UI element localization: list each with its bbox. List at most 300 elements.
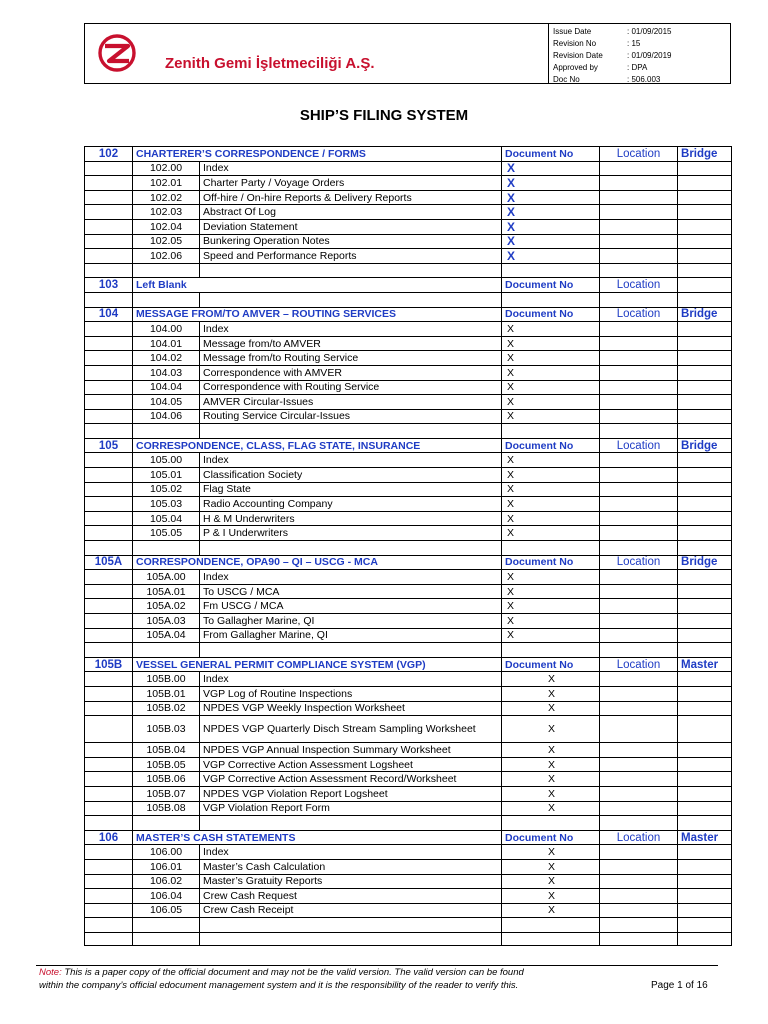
empty-cell <box>600 249 678 264</box>
empty-cell <box>678 161 732 176</box>
location-header: Location <box>600 657 678 672</box>
empty-cell <box>678 249 732 264</box>
item-name: Fm USCG / MCA <box>200 599 502 614</box>
item-name: Master’s Gratuity Reports <box>200 874 502 889</box>
empty-cell <box>600 757 678 772</box>
item-name: VGP Violation Report Form <box>200 801 502 816</box>
empty-cell <box>600 395 678 410</box>
item-number: 104.00 <box>133 322 200 337</box>
note-line-2: within the company’s official edocument management system and it is the responsibility of the reader to verify this. <box>39 980 519 991</box>
document-mark: X <box>502 161 600 176</box>
item-name: VGP Log of Routine Inspections <box>200 686 502 701</box>
empty-cell <box>678 599 732 614</box>
empty-cell <box>85 322 133 337</box>
document-no-header: Document No <box>502 147 600 162</box>
item-number: 105B.02 <box>133 701 200 716</box>
empty-cell <box>678 570 732 585</box>
empty-cell <box>600 482 678 497</box>
meta-label: Approved by <box>553 63 598 72</box>
empty-cell <box>678 801 732 816</box>
document-mark: X <box>502 336 600 351</box>
item-number: 105B.08 <box>133 801 200 816</box>
item-number: 104.04 <box>133 380 200 395</box>
item-number: 105.00 <box>133 453 200 468</box>
item-name: Abstract Of Log <box>200 205 502 220</box>
spacer-row <box>85 932 732 945</box>
table-row <box>85 757 732 772</box>
empty-cell <box>133 541 200 556</box>
logo-cell <box>85 24 549 83</box>
item-number: 105B.04 <box>133 743 200 758</box>
empty-cell <box>502 541 600 556</box>
item-name: To USCG / MCA <box>200 584 502 599</box>
empty-cell <box>85 365 133 380</box>
document-mark: X <box>502 903 600 918</box>
empty-cell <box>600 176 678 191</box>
table-row <box>85 497 732 512</box>
empty-cell <box>600 322 678 337</box>
empty-cell <box>85 511 133 526</box>
empty-cell <box>85 701 133 716</box>
empty-cell <box>678 874 732 889</box>
document-mark: X <box>502 468 600 483</box>
empty-cell <box>200 424 502 439</box>
zenith-logo-icon <box>97 33 137 73</box>
section-title: CORRESPONDENCE, CLASS, FLAG STATE, INSURANCE <box>133 438 502 453</box>
empty-cell <box>678 932 732 945</box>
empty-cell <box>600 468 678 483</box>
table-row <box>85 190 732 205</box>
empty-cell <box>600 874 678 889</box>
meta-label: Revision Date <box>553 51 603 60</box>
empty-cell <box>85 205 133 220</box>
spacer-row <box>85 424 732 439</box>
document-header <box>84 23 731 84</box>
empty-cell <box>85 672 133 687</box>
item-number: 105B.06 <box>133 772 200 787</box>
item-number: 105.02 <box>133 482 200 497</box>
document-mark: X <box>502 716 600 743</box>
table-row <box>85 511 732 526</box>
item-name: From Gallagher Marine, QI <box>200 628 502 643</box>
empty-cell <box>678 757 732 772</box>
spacer-row <box>85 816 732 831</box>
table-row <box>85 395 732 410</box>
empty-cell <box>85 889 133 904</box>
item-name: Routing Service Circular-Issues <box>200 409 502 424</box>
section-location-value: Bridge <box>678 555 732 570</box>
empty-cell <box>502 816 600 831</box>
empty-cell <box>85 497 133 512</box>
section-header-row <box>85 278 732 293</box>
table-row <box>85 322 732 337</box>
empty-cell <box>678 816 732 831</box>
empty-cell <box>600 918 678 933</box>
table-row <box>85 686 732 701</box>
table-row <box>85 161 732 176</box>
item-name: AMVER Circular-Issues <box>200 395 502 410</box>
table-row <box>85 234 732 249</box>
item-number: 106.01 <box>133 859 200 874</box>
empty-cell <box>133 424 200 439</box>
table-row <box>85 219 732 234</box>
empty-cell <box>600 453 678 468</box>
item-name: Deviation Statement <box>200 219 502 234</box>
empty-cell <box>600 584 678 599</box>
empty-cell <box>600 205 678 220</box>
empty-cell <box>200 292 502 307</box>
empty-cell <box>600 219 678 234</box>
empty-cell <box>85 541 133 556</box>
item-number: 102.02 <box>133 190 200 205</box>
item-number: 105A.00 <box>133 570 200 585</box>
item-name: Flag State <box>200 482 502 497</box>
company-name: Zenith Gemi İşletmeciliği A.Ş. <box>165 55 375 72</box>
location-header: Location <box>600 438 678 453</box>
document-mark: X <box>502 351 600 366</box>
empty-cell <box>85 424 133 439</box>
location-header: Location <box>600 830 678 845</box>
empty-cell <box>678 409 732 424</box>
table-row <box>85 903 732 918</box>
empty-cell <box>678 453 732 468</box>
item-name: NPDES VGP Annual Inspection Summary Worksheet <box>200 743 502 758</box>
empty-cell <box>678 672 732 687</box>
empty-cell <box>600 541 678 556</box>
empty-cell <box>600 292 678 307</box>
empty-cell <box>600 526 678 541</box>
item-number: 106.05 <box>133 903 200 918</box>
item-number: 102.03 <box>133 205 200 220</box>
spacer-row <box>85 292 732 307</box>
empty-cell <box>600 336 678 351</box>
empty-cell <box>678 526 732 541</box>
empty-cell <box>678 219 732 234</box>
empty-cell <box>85 570 133 585</box>
empty-cell <box>678 336 732 351</box>
empty-cell <box>133 292 200 307</box>
empty-cell <box>678 845 732 860</box>
meta-label: Doc No <box>553 75 580 84</box>
item-name: VGP Corrective Action Assessment Record/Worksheet <box>200 772 502 787</box>
document-mark: X <box>502 234 600 249</box>
empty-cell <box>678 365 732 380</box>
document-mark: X <box>502 205 600 220</box>
empty-cell <box>85 845 133 860</box>
section-code: 105 <box>85 438 133 453</box>
empty-cell <box>133 932 200 945</box>
document-mark: X <box>502 614 600 629</box>
document-mark: X <box>502 859 600 874</box>
table-row <box>85 874 732 889</box>
item-number: 105B.05 <box>133 757 200 772</box>
section-location-value: Master <box>678 657 732 672</box>
page-number: Page 1 of 16 <box>651 980 708 991</box>
section-code: 106 <box>85 830 133 845</box>
document-mark: X <box>502 453 600 468</box>
empty-cell <box>600 845 678 860</box>
empty-cell <box>600 351 678 366</box>
table-row <box>85 176 732 191</box>
empty-cell <box>85 859 133 874</box>
document-mark: X <box>502 757 600 772</box>
empty-cell <box>600 497 678 512</box>
table-row <box>85 672 732 687</box>
empty-cell <box>678 205 732 220</box>
meta-row <box>553 38 671 50</box>
empty-cell <box>600 409 678 424</box>
empty-cell <box>678 859 732 874</box>
spacer-row <box>85 541 732 556</box>
empty-cell <box>85 249 133 264</box>
item-number: 105B.03 <box>133 716 200 743</box>
empty-cell <box>502 292 600 307</box>
document-mark: X <box>502 176 600 191</box>
empty-cell <box>85 234 133 249</box>
empty-cell <box>678 263 732 278</box>
table-row <box>85 628 732 643</box>
item-number: 105.05 <box>133 526 200 541</box>
empty-cell <box>85 932 133 945</box>
section-code: 104 <box>85 307 133 322</box>
section-location-value: Bridge <box>678 307 732 322</box>
empty-cell <box>502 424 600 439</box>
meta-value: : 506.003 <box>627 75 661 84</box>
table-row <box>85 351 732 366</box>
empty-cell <box>600 716 678 743</box>
empty-cell <box>133 643 200 658</box>
section-title: Left Blank <box>133 278 502 293</box>
document-mark: X <box>502 190 600 205</box>
item-name: Charter Party / Voyage Orders <box>200 176 502 191</box>
table-row <box>85 570 732 585</box>
item-name: NPDES VGP Violation Report Logsheet <box>200 786 502 801</box>
empty-cell <box>85 772 133 787</box>
spacer-row <box>85 643 732 658</box>
item-number: 102.05 <box>133 234 200 249</box>
empty-cell <box>678 351 732 366</box>
item-name: Index <box>200 322 502 337</box>
table-row <box>85 801 732 816</box>
item-number: 104.03 <box>133 365 200 380</box>
item-number: 105A.01 <box>133 584 200 599</box>
empty-cell <box>600 643 678 658</box>
empty-cell <box>502 263 600 278</box>
location-header: Location <box>600 555 678 570</box>
table-row <box>85 599 732 614</box>
location-header: Location <box>600 307 678 322</box>
table-row <box>85 409 732 424</box>
meta-label: Revision No <box>553 39 597 48</box>
item-number: 102.00 <box>133 161 200 176</box>
table-row <box>85 786 732 801</box>
item-number: 106.00 <box>133 845 200 860</box>
empty-cell <box>85 918 133 933</box>
empty-cell <box>85 643 133 658</box>
empty-cell <box>133 263 200 278</box>
table-row <box>85 584 732 599</box>
page-title: SHIP’S FILING SYSTEM <box>299 107 469 124</box>
empty-cell <box>502 932 600 945</box>
empty-cell <box>133 816 200 831</box>
empty-cell <box>600 380 678 395</box>
empty-cell <box>600 570 678 585</box>
item-name: Index <box>200 672 502 687</box>
item-name: Message from/to AMVER <box>200 336 502 351</box>
empty-cell <box>600 772 678 787</box>
empty-cell <box>600 161 678 176</box>
section-location-value: Bridge <box>678 438 732 453</box>
document-mark: X <box>502 599 600 614</box>
table-row <box>85 380 732 395</box>
empty-cell <box>85 395 133 410</box>
document-mark: X <box>502 874 600 889</box>
item-name: Index <box>200 161 502 176</box>
section-location-value: Master <box>678 830 732 845</box>
empty-cell <box>678 628 732 643</box>
item-name: P & I Underwriters <box>200 526 502 541</box>
empty-cell <box>600 263 678 278</box>
document-mark: X <box>502 409 600 424</box>
table-row <box>85 453 732 468</box>
meta-value: : 15 <box>627 39 641 48</box>
document-meta <box>553 26 671 86</box>
filing-table <box>84 146 732 946</box>
empty-cell <box>85 816 133 831</box>
empty-cell <box>600 889 678 904</box>
item-name: Bunkering Operation Notes <box>200 234 502 249</box>
spacer-row <box>85 918 732 933</box>
item-number: 102.06 <box>133 249 200 264</box>
document-mark: X <box>502 801 600 816</box>
meta-row <box>553 26 671 38</box>
table-row <box>85 845 732 860</box>
item-number: 105A.03 <box>133 614 200 629</box>
empty-cell <box>85 903 133 918</box>
section-code: 105A <box>85 555 133 570</box>
meta-row <box>553 74 671 86</box>
item-number: 105A.04 <box>133 628 200 643</box>
section-header-row <box>85 438 732 453</box>
item-name: Index <box>200 453 502 468</box>
item-name: Correspondence with Routing Service <box>200 380 502 395</box>
section-code: 103 <box>85 278 133 293</box>
item-number: 106.02 <box>133 874 200 889</box>
document-mark: X <box>502 672 600 687</box>
document-mark: X <box>502 249 600 264</box>
item-number: 106.04 <box>133 889 200 904</box>
document-mark: X <box>502 743 600 758</box>
section-header-row <box>85 555 732 570</box>
empty-cell <box>678 903 732 918</box>
item-number: 105A.02 <box>133 599 200 614</box>
item-name: Classification Society <box>200 468 502 483</box>
empty-cell <box>200 918 502 933</box>
meta-row <box>553 62 671 74</box>
document-mark: X <box>502 570 600 585</box>
document-mark: X <box>502 701 600 716</box>
table-row <box>85 859 732 874</box>
table-row <box>85 482 732 497</box>
empty-cell <box>85 482 133 497</box>
empty-cell <box>85 599 133 614</box>
empty-cell <box>678 511 732 526</box>
item-name: Radio Accounting Company <box>200 497 502 512</box>
empty-cell <box>678 889 732 904</box>
note-label: Note: <box>39 967 62 978</box>
item-number: 105B.00 <box>133 672 200 687</box>
meta-value: : 01/09/2019 <box>627 51 672 60</box>
table-row <box>85 526 732 541</box>
item-number: 104.05 <box>133 395 200 410</box>
empty-cell <box>678 614 732 629</box>
item-number: 105B.01 <box>133 686 200 701</box>
empty-cell <box>85 716 133 743</box>
empty-cell <box>600 903 678 918</box>
empty-cell <box>85 219 133 234</box>
empty-cell <box>85 409 133 424</box>
item-name: Master’s Cash Calculation <box>200 859 502 874</box>
section-location-value <box>678 278 732 293</box>
empty-cell <box>85 292 133 307</box>
item-number: 102.01 <box>133 176 200 191</box>
document-mark: X <box>502 845 600 860</box>
section-header-row <box>85 657 732 672</box>
empty-cell <box>85 468 133 483</box>
empty-cell <box>502 643 600 658</box>
document-no-header: Document No <box>502 555 600 570</box>
spacer-row <box>85 263 732 278</box>
document-mark: X <box>502 322 600 337</box>
meta-row <box>553 50 671 62</box>
item-name: NPDES VGP Weekly Inspection Worksheet <box>200 701 502 716</box>
empty-cell <box>85 190 133 205</box>
location-header: Location <box>600 147 678 162</box>
empty-cell <box>678 743 732 758</box>
item-name: Off-hire / On-hire Reports & Delivery Reports <box>200 190 502 205</box>
empty-cell <box>600 511 678 526</box>
document-mark: X <box>502 786 600 801</box>
empty-cell <box>600 701 678 716</box>
item-name: NPDES VGP Quarterly Disch Stream Sampling Worksheet <box>200 716 502 743</box>
document-no-header: Document No <box>502 830 600 845</box>
item-name: Correspondence with AMVER <box>200 365 502 380</box>
empty-cell <box>85 628 133 643</box>
empty-cell <box>678 716 732 743</box>
empty-cell <box>678 322 732 337</box>
empty-cell <box>678 584 732 599</box>
empty-cell <box>600 599 678 614</box>
section-header-row <box>85 830 732 845</box>
section-header-row <box>85 307 732 322</box>
empty-cell <box>600 628 678 643</box>
empty-cell <box>678 497 732 512</box>
empty-cell <box>85 801 133 816</box>
item-number: 105.03 <box>133 497 200 512</box>
empty-cell <box>678 190 732 205</box>
empty-cell <box>600 743 678 758</box>
table-row <box>85 365 732 380</box>
item-name: H & M Underwriters <box>200 511 502 526</box>
item-name: Speed and Performance Reports <box>200 249 502 264</box>
empty-cell <box>85 786 133 801</box>
empty-cell <box>600 672 678 687</box>
empty-cell <box>85 453 133 468</box>
item-number: 105.01 <box>133 468 200 483</box>
document-mark: X <box>502 686 600 701</box>
section-header-row <box>85 147 732 162</box>
empty-cell <box>600 801 678 816</box>
